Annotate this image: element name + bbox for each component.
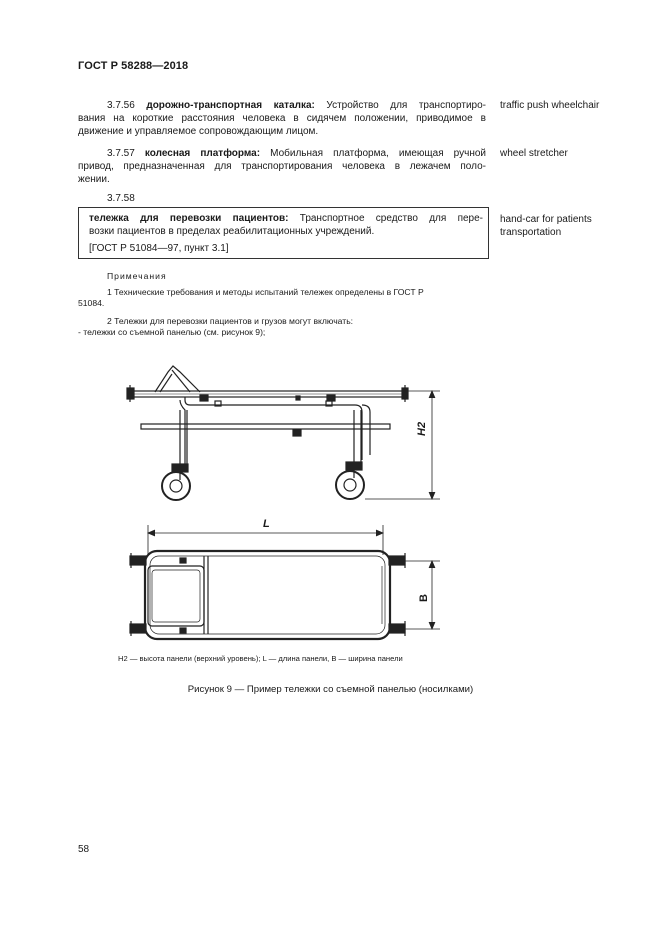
removable-panel [148, 566, 204, 626]
page-number: 58 [78, 844, 90, 855]
side-view [127, 366, 408, 500]
english-line: transportation [500, 227, 562, 238]
dim-label-h2: H2 [416, 421, 428, 436]
term-text: вания на короткие расстояния человека в сидячем положении, приводимое в [78, 113, 486, 124]
term-text: Транспортное средство для пере- [299, 213, 484, 224]
document-header: ГОСТ Р 58288—2018 [78, 60, 189, 72]
dim-label-b: B [418, 594, 430, 602]
term-title: тележка для перевозки пациентов: [89, 213, 289, 224]
backrest [155, 366, 200, 392]
term-text: движение и управляемое сопровождающим лицом. [78, 126, 319, 137]
term-text: Мобильная платформа, имеющая ручной [270, 148, 487, 159]
figure-legend: H2 — высота панели (верхний уровень); L — длина панели, B — ширина панели [118, 654, 403, 663]
term-number: 3.7.57 [107, 148, 135, 159]
notes-heading: Примечания [107, 271, 167, 281]
caster-left [162, 472, 190, 500]
term-number: 3.7.56 [107, 100, 135, 111]
note-text: 51084. [78, 298, 105, 308]
term-english: wheel stretcher [500, 148, 568, 159]
term-text: привод, предназначенная для транспортирования человека в лежачем поло- [78, 161, 486, 172]
figure-caption: Рисунок 9 — Пример тележки со съемной панелью (носилками) [187, 684, 474, 695]
term-number: 3.7.58 [107, 193, 135, 204]
term-reference: [ГОСТ Р 51084—97, пункт 3.1] [89, 243, 229, 254]
caster-right [336, 471, 364, 499]
lower-shelf [141, 424, 390, 429]
term-english: traffic push wheelchair [500, 100, 600, 111]
term-text: возки пациентов в пределах реабилитационных учреждений. [89, 226, 375, 237]
note-text: 2 Тележки для перевозки пациентов и грузов могут включать: [107, 316, 354, 326]
term-title: дорожно-транспортная каталка: [146, 100, 315, 111]
term-text: Устройство для транспортиро- [326, 100, 487, 111]
term-text: жении. [78, 174, 110, 185]
note-text: - тележки со съемной панелью (см. рисунок 9); [78, 327, 266, 337]
dim-label-l: L [263, 518, 270, 530]
term-title: колесная платформа: [144, 148, 261, 159]
top-view [130, 551, 405, 639]
dimension-h2 [365, 391, 440, 499]
note-text: 1 Технические требования и методы испытаний тележек определены в ГОСТ Р [107, 287, 424, 297]
english-line: hand-car for patients [500, 214, 592, 225]
